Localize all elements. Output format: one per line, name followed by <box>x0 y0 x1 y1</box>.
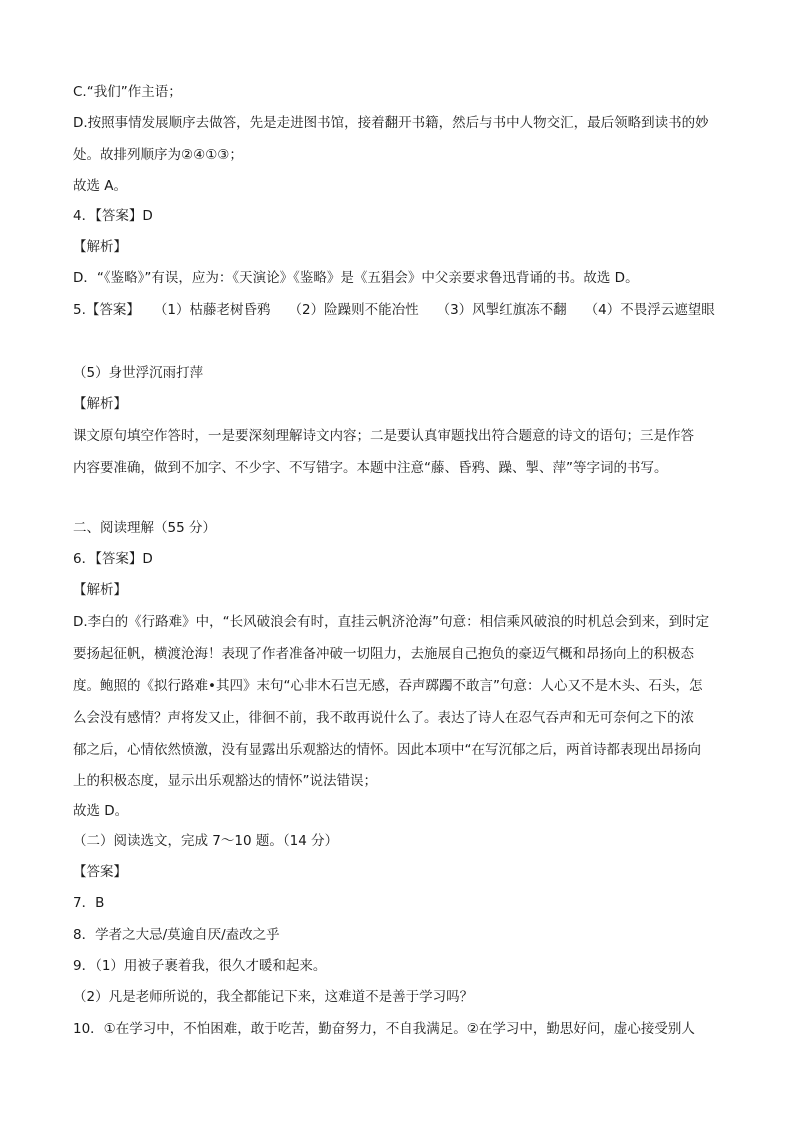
answer-item: 10．①在学习中，不怕困难，敢于吃苦，勤奋努力，不自我满足。②在学习中，勤思好问，虚心接受别人 <box>73 1021 695 1037</box>
answer-item: （1）枯藤老树昏鸦 <box>153 302 271 318</box>
text-line: 内容要准确，做到不加字、不少字、不写错字。本题中注意“藤、昏鸦、躁、掣、萍”等字词的书写。 <box>73 460 668 476</box>
text-line: D．“《鉴略》”有误，应为：《天演论》《鉴略》是《五猖会》中父亲要求鲁迅背诵的书。故选 D。 <box>73 270 639 286</box>
answer-heading: 【答案】 <box>73 864 127 880</box>
text-line: 故选 D。 <box>73 803 129 819</box>
text-line: 么会没有感情？声将发又止，徘徊不前，我不敢再说什么了。表达了诗人在忍气吞声和无可奈何之下的浓 <box>73 710 694 726</box>
text-line: 上的积极态度，显示出乐观豁达的情怀”说法错误； <box>73 773 377 789</box>
answer-item: 7．B <box>73 895 105 911</box>
text-line: 要扬起征帆，横渡沧海！表现了作者准备冲破一切阻力，去施展自己抱负的豪迈气概和昂扬向上的积极态 <box>73 646 694 662</box>
analysis-heading: 【解析】 <box>73 239 127 255</box>
analysis-heading: 【解析】 <box>73 582 127 598</box>
answer-item: （2）险躁则不能冶性 <box>288 302 419 318</box>
answer-item: 8．学者之大忌/莫逾自厌/盍改之乎 <box>73 927 280 943</box>
answer-row-5 <box>73 300 723 320</box>
answer-item: （5）身世浮沉雨打萍 <box>73 365 204 381</box>
text-line: 郁之后，心情依然愤激，没有显露出乐观豁达的情怀。因此本项中“在写沉郁之后，两首诗都表现出昂扬向 <box>73 742 701 758</box>
answer-item: 9．（1）用被子裹着我，很久才暖和起来。 <box>73 958 327 974</box>
answer-item: （4）不畏浮云遮望眼 <box>584 302 715 318</box>
answer-item: （3）风掣红旗冻不翻 <box>436 302 567 318</box>
text-line: C.“我们”作主语； <box>73 84 182 100</box>
answer-heading: 6．【答案】D <box>73 551 153 567</box>
analysis-heading: 【解析】 <box>73 396 127 412</box>
text-line: 故选 A。 <box>73 178 128 194</box>
text-line: D.按照事情发展顺序去做答，先是走进图书馆，接着翻开书籍，然后与书中人物交汇，最后领略到读书的妙 <box>73 115 709 131</box>
text-line: 处。故排列顺序为②④①③； <box>73 147 243 163</box>
text-line: D.李白的《行路难》中，“长风破浪会有时，直挂云帆济沧海”句意：相信乘风破浪的时机总会到来，到时定 <box>73 614 710 630</box>
answer-item: （2）凡是老师所说的，我全都能记下来，这难道不是善于学习吗？ <box>73 989 474 1005</box>
text-line: 课文原句填空作答时，一是要深刻理解诗文内容；二是要认真审题找出符合题意的诗文的语句；三是作答 <box>73 428 694 444</box>
text-line: 度。鲍照的《拟行路难•其四》末句“心非木石岂无感，吞声踯躅不敢言”句意：人心又不是木头、石头，怎 <box>73 678 703 694</box>
answer-heading: 4．【答案】D <box>73 208 153 224</box>
answer-label: 5.【答案】 <box>73 302 140 318</box>
section-heading: 二、阅读理解（55 分） <box>73 520 216 536</box>
subsection-heading: （二）阅读选文，完成 7～10 题。（14 分） <box>73 833 339 849</box>
